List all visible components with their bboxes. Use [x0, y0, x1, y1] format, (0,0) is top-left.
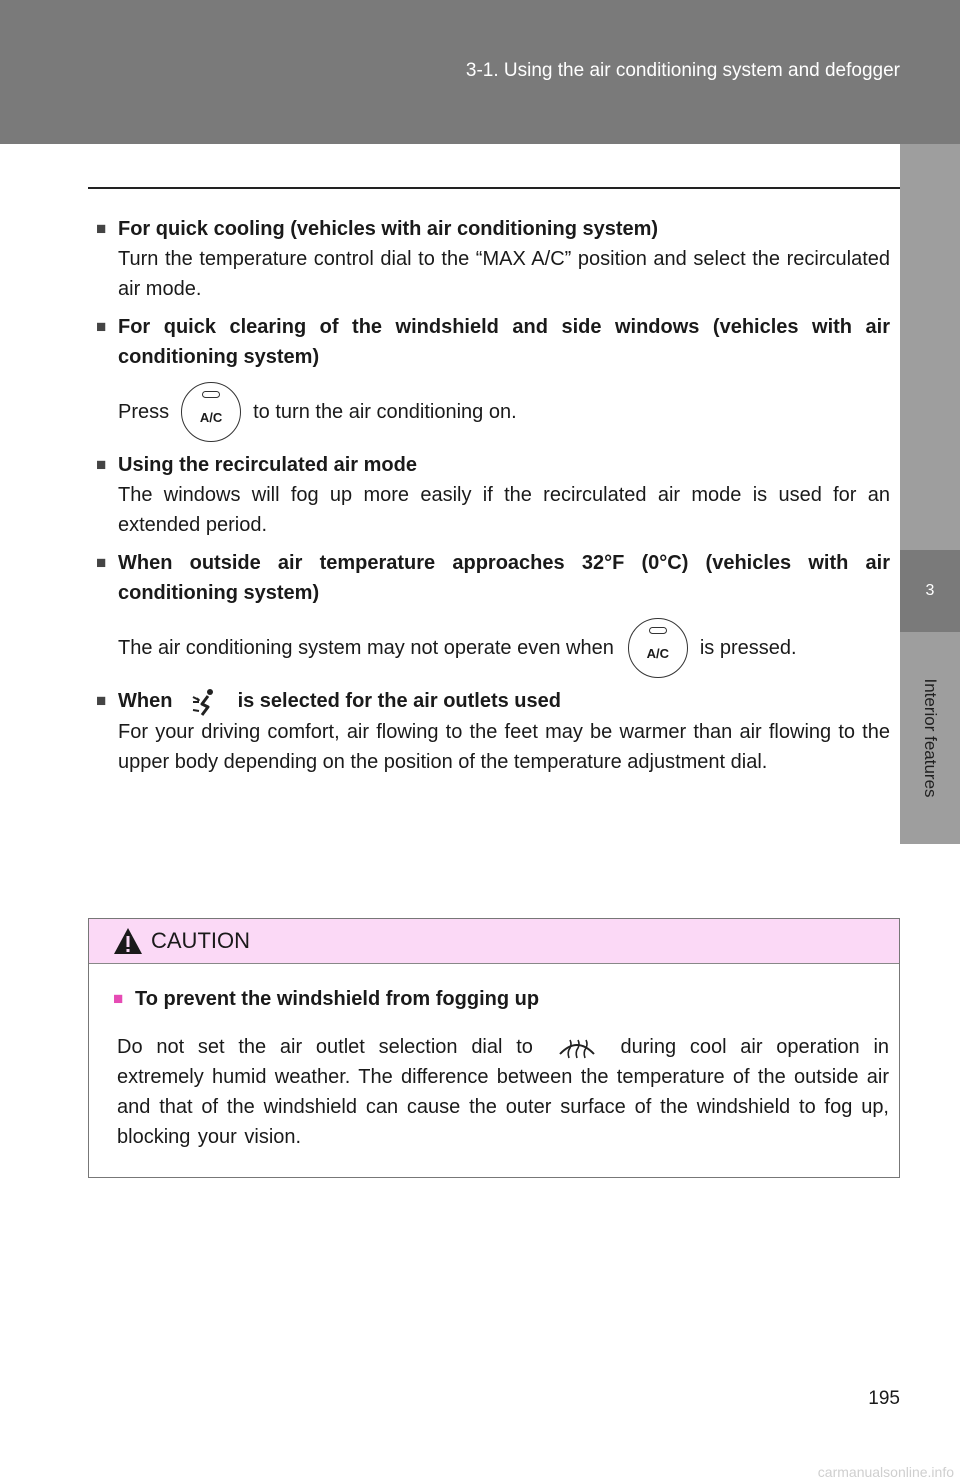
bi-level-outlet-icon — [188, 687, 222, 717]
ac-button-label: A/C — [646, 646, 670, 661]
chapter-number: 3 — [900, 550, 960, 632]
indicator-light-icon — [202, 391, 220, 398]
section-body — [118, 382, 890, 442]
chapter-tab — [900, 144, 960, 1484]
section-body: The windows will fog up more easily if the recirculated air mode is used for an extended period. — [118, 484, 890, 536]
tab-upper-block — [900, 144, 960, 550]
section-heading: For quick cooling (vehicles with air conditioning system) — [118, 218, 659, 240]
caution-text-before: Do not set the air outlet selection dial to — [117, 1036, 533, 1058]
top-divider — [88, 187, 900, 189]
heading-text-before: When — [118, 690, 173, 712]
section-quick-cooling — [96, 214, 890, 304]
caution-body — [89, 964, 899, 1152]
caution-subheading: To prevent the windshield from fogging up — [135, 988, 540, 1010]
ac-button-icon — [181, 382, 241, 442]
body-text-before: Press — [118, 401, 170, 423]
section-heading: Using the recirculated air mode — [118, 454, 417, 476]
section-body — [118, 618, 890, 678]
section-air-outlets — [96, 686, 890, 777]
ac-button-label: A/C — [199, 410, 223, 425]
body-text-before: The air conditioning system may not operate even when — [118, 637, 614, 659]
section-heading: When outside air temperature approaches 32°F (0°C) (vehicles with air conditioning system) — [118, 552, 890, 604]
section-outside-temperature — [96, 548, 890, 678]
page-number: 195 — [868, 1388, 900, 1409]
bullet-icon: ■ — [96, 219, 107, 238]
section-quick-clearing — [96, 312, 890, 442]
caution-title: CAUTION — [151, 928, 250, 953]
warning-triangle-icon — [113, 927, 143, 955]
body-text-after: is pressed. — [699, 637, 797, 659]
bullet-icon: ■ — [113, 989, 124, 1008]
section-title: 3-1. Using the air conditioning system and defogger — [465, 60, 900, 81]
watermark: carmanualsonline.info — [817, 1464, 954, 1480]
chapter-label: Interior features — [921, 678, 940, 798]
caution-header — [89, 919, 899, 964]
heading-text-after: is selected for the air outlets used — [237, 690, 561, 712]
bullet-icon: ■ — [96, 691, 107, 710]
bullet-icon: ■ — [96, 455, 107, 474]
ac-button-icon — [628, 618, 688, 678]
body-text-after: to turn the air conditioning on. — [253, 401, 517, 423]
section-body: For your driving comfort, air flowing to the feet may be warmer than air flowing to the upper body depending on the position of the temperature adjustment dial. — [118, 720, 890, 773]
caution-text — [117, 1032, 889, 1152]
bullet-icon: ■ — [96, 553, 107, 572]
caution-box — [88, 918, 900, 1178]
page-header — [0, 0, 960, 144]
indicator-light-icon — [649, 627, 667, 634]
bullet-icon: ■ — [96, 317, 107, 336]
section-recirculated-air — [96, 450, 890, 540]
main-content — [96, 214, 890, 785]
tab-lower-block — [900, 844, 960, 1484]
section-heading: For quick clearing of the windshield and side windows (vehicles with air conditioning system) — [118, 316, 890, 368]
section-body: Turn the temperature control dial to the “MAX A/C” position and select the recirculated air mode. — [118, 248, 890, 300]
caution-text-after: during cool air operation in extremely humid weather. The difference between the temperature of the outside air and that of the windshield can cause the outer surface of the windshield to fog up, blocking your vision. — [117, 1036, 890, 1148]
windshield-defroster-icon — [557, 1034, 597, 1062]
chapter-label-block — [900, 632, 960, 844]
